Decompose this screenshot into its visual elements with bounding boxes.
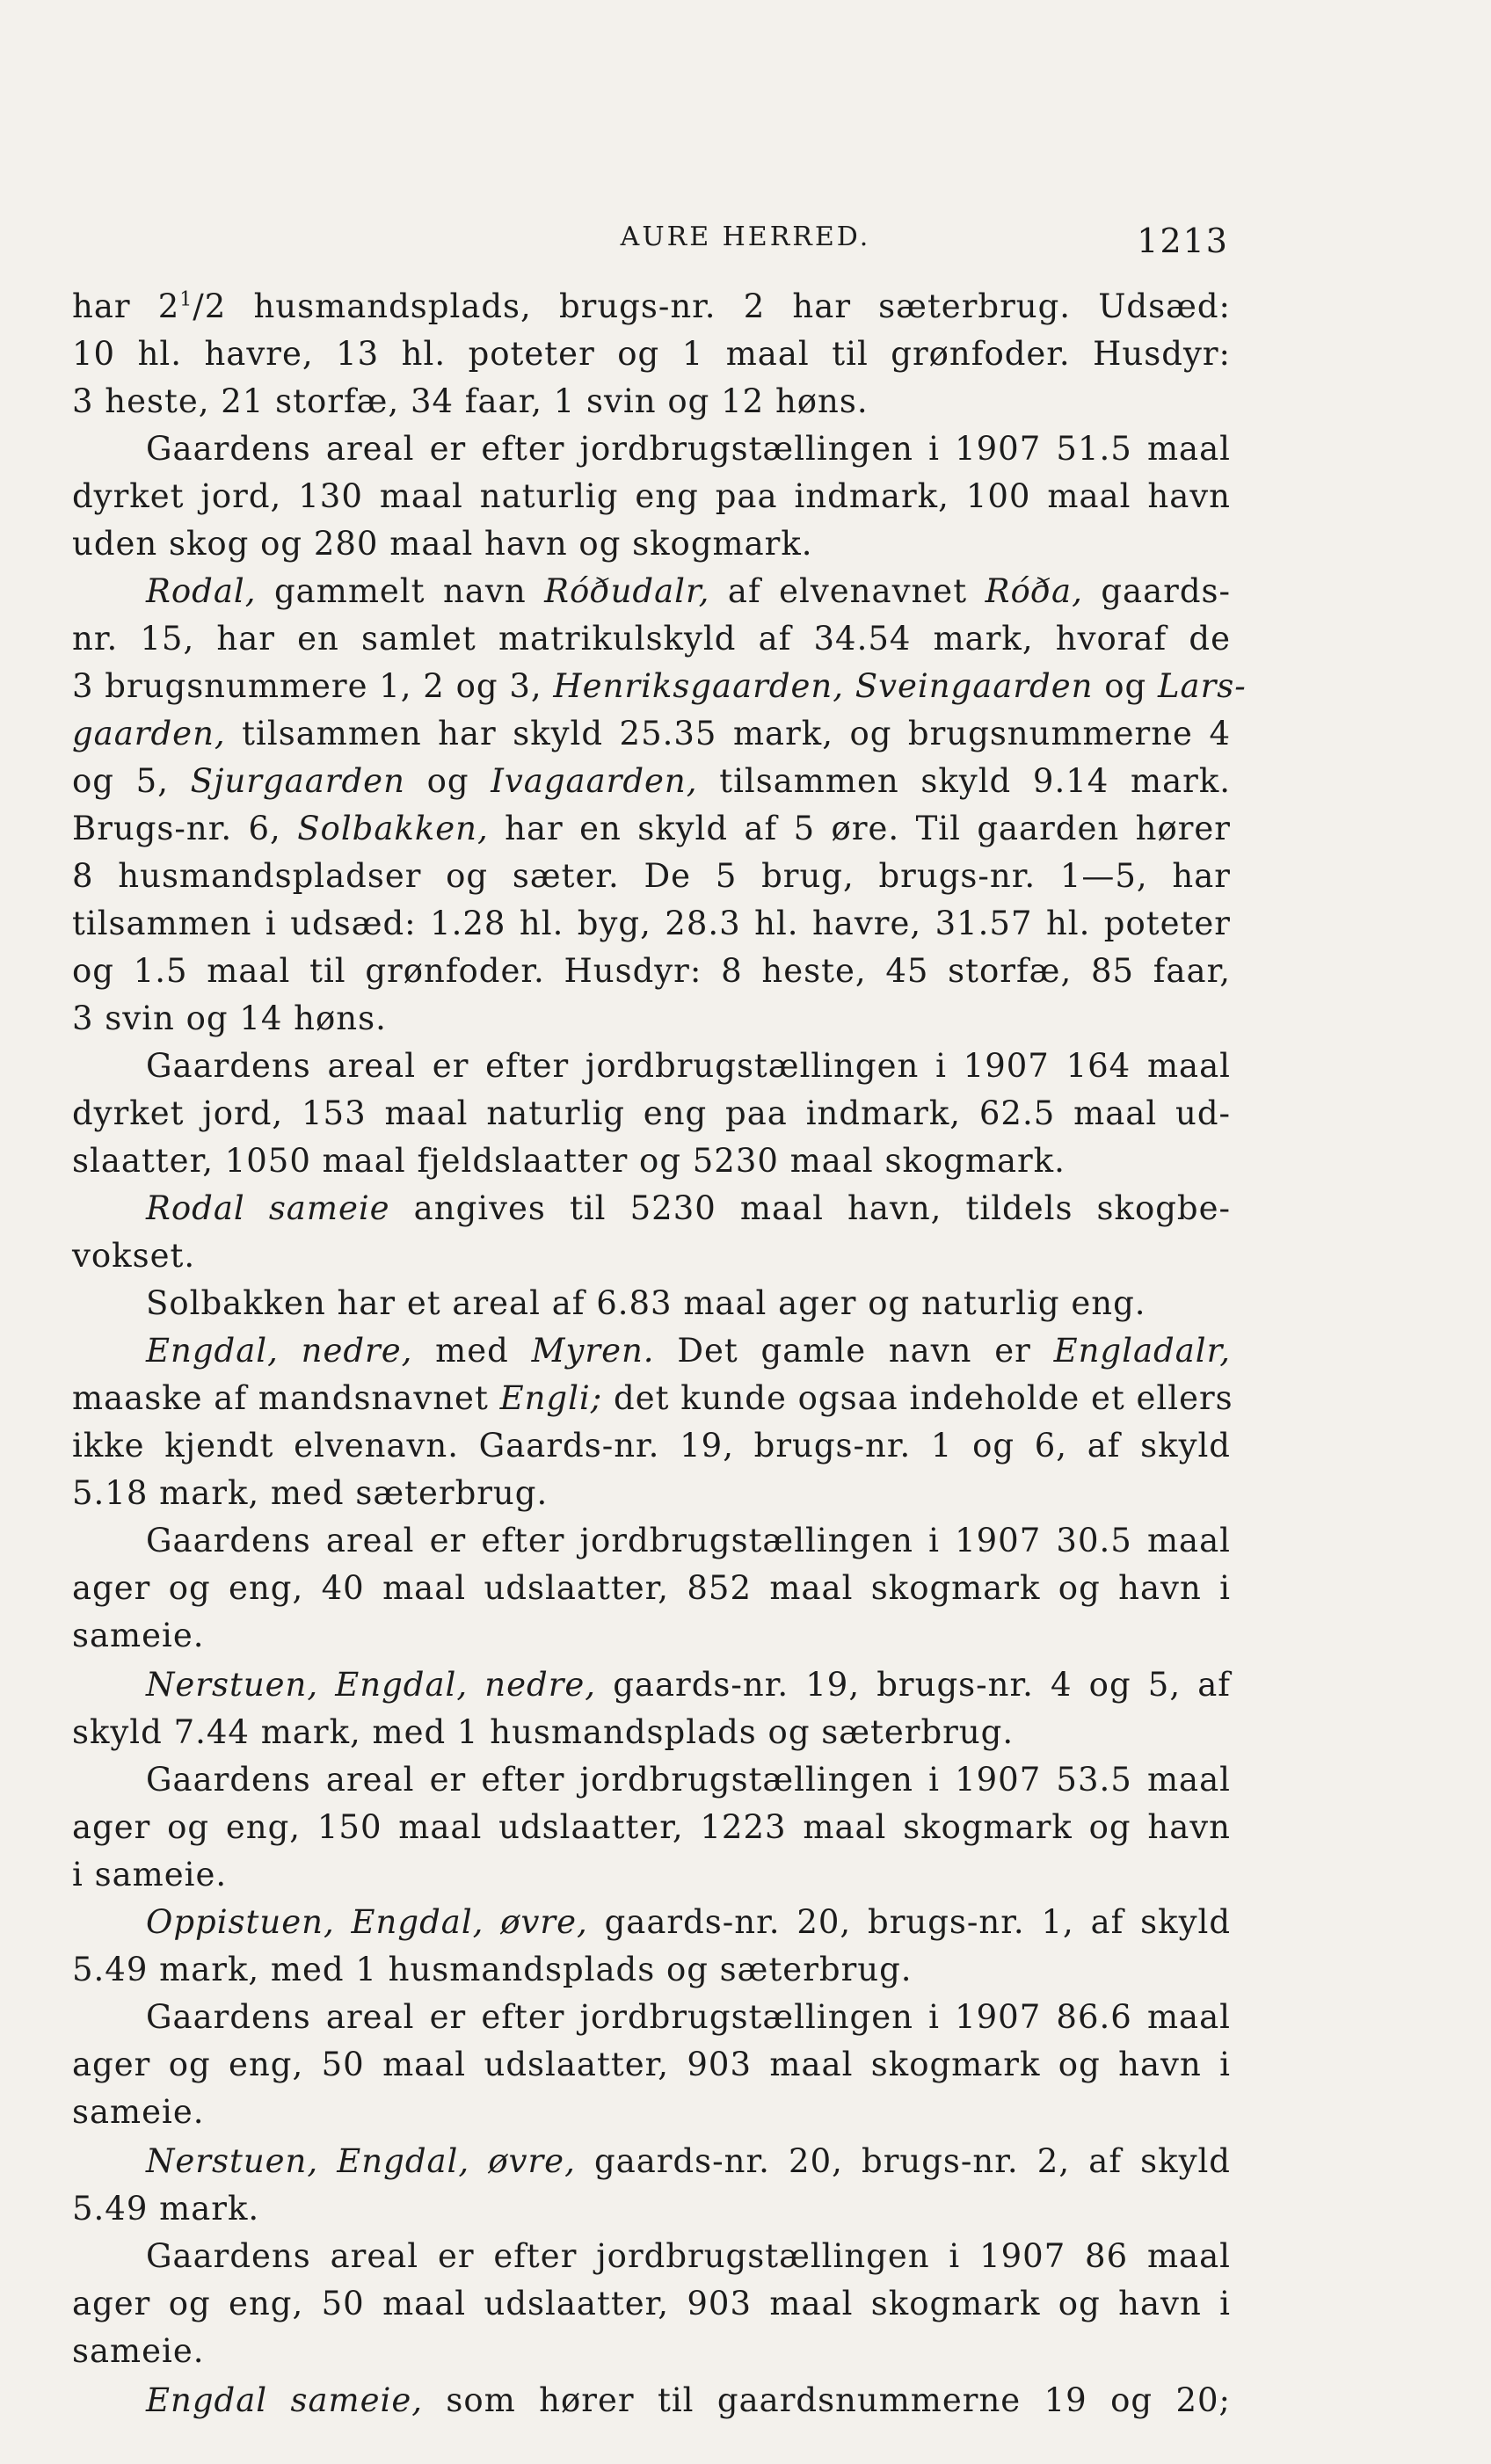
- italic-name: Lars-: [1157, 667, 1247, 705]
- text-span: angives til 5230 maal havn, tildels skogbe-: [389, 1189, 1232, 1227]
- italic-name: Engdal sameie,: [146, 2381, 424, 2419]
- text-span: slaatter, 1050 maal fjeldslaatter og 5230 maal skogmark.: [72, 1142, 1066, 1180]
- text-line: [72, 1851, 1231, 1899]
- text-line: [72, 1517, 1231, 1565]
- italic-name: gaarden,: [72, 715, 226, 752]
- text-span: Gaardens areal er efter jordbrugstællingen i 1907 51.5 maal: [146, 430, 1231, 468]
- text-span: ager og eng, 150 maal udslaatter, 1223 maal skogmark og havn: [72, 1808, 1231, 1846]
- text-span: har en skyld af 5 øre. Til gaarden hører: [488, 810, 1231, 847]
- italic-name: Engladalr,: [1053, 1332, 1231, 1370]
- text-line: [72, 663, 1247, 710]
- text-span: maaske af mandsnavnet: [72, 1379, 500, 1417]
- text-line: [72, 1138, 1231, 1185]
- page-number: 1213: [1137, 222, 1229, 260]
- text-line: [72, 1090, 1231, 1138]
- italic-name: Rodal sameie: [146, 1189, 390, 1227]
- text-span: har 2: [72, 287, 180, 325]
- text-line: [72, 615, 1231, 663]
- text-span: gaards-nr. 19, brugs-nr. 4 og 5, af: [596, 1666, 1231, 1704]
- text-line: [72, 1804, 1231, 1851]
- text-line: [72, 2185, 1231, 2233]
- text-span: sameie.: [72, 1617, 205, 1654]
- text-span: dyrket jord, 153 maal naturlig eng paa indmark, 62.5 maal ud-: [72, 1094, 1231, 1132]
- text-span: tilsammen har skyld 25.35 mark, og brugsnummerne 4: [225, 715, 1231, 752]
- text-span: /2 husmandsplads, brugs-nr. 2 har sæterbrug. Udsæd:: [193, 287, 1231, 325]
- text-span: Solbakken har et areal af 6.83 maal ager og naturlig eng.: [146, 1284, 1146, 1322]
- italic-name: Sjurgaarden: [190, 762, 405, 800]
- text-span: uden skog og 280 maal havn og skogmark.: [72, 525, 813, 563]
- text-span: sameie.: [72, 2332, 205, 2370]
- text-span: ager og eng, 40 maal udslaatter, 852 maal skogmark og havn i: [72, 1569, 1231, 1607]
- text-line: [72, 1756, 1231, 1804]
- text-line: [72, 1422, 1231, 1470]
- text-line: [72, 1709, 1231, 1756]
- text-span: det kunde ogsaa indeholde et ellers: [602, 1379, 1233, 1417]
- body-text: [72, 283, 1247, 2424]
- text-span: gaards-nr. 20, brugs-nr. 2, af skyld: [575, 2142, 1231, 2180]
- text-line: [72, 1612, 1231, 1660]
- text-span: tilsammen skyld 9.14 mark.: [697, 762, 1231, 800]
- text-span: skyld 7.44 mark, med 1 husmandsplads og sæterbrug.: [72, 1713, 1015, 1751]
- text-span: Gaardens areal er efter jordbrugstællingen i 1907 53.5 maal: [146, 1761, 1231, 1799]
- text-span: 5.49 mark.: [72, 2190, 260, 2228]
- text-line: [72, 1899, 1231, 1946]
- text-line: [72, 1280, 1231, 1327]
- text-line: [72, 2280, 1231, 2328]
- text-line: [72, 1994, 1231, 2041]
- text-line: [72, 331, 1231, 378]
- text-line: [72, 1232, 1231, 1280]
- italic-name: Myren.: [531, 1332, 655, 1370]
- text-line: [72, 2328, 1231, 2375]
- text-line: [72, 758, 1231, 805]
- text-span: 1: [179, 288, 193, 311]
- text-span: ager og eng, 50 maal udslaatter, 903 maal skogmark og havn i: [72, 2285, 1231, 2322]
- text-span: ager og eng, 50 maal udslaatter, 903 maal skogmark og havn i: [72, 2046, 1231, 2083]
- text-line: [72, 2089, 1231, 2136]
- text-span: gammelt navn: [256, 572, 545, 610]
- text-span: 5.49 mark, med 1 husmandsplads og sæterbrug.: [72, 1951, 913, 1988]
- text-line: [72, 853, 1231, 900]
- text-line: [72, 1470, 1231, 1517]
- text-line: [72, 805, 1231, 853]
- text-line: [72, 2138, 1231, 2185]
- text-span: ikke kjendt elvenavn. Gaards-nr. 19, brugs-nr. 1 og 6, af skyld: [72, 1427, 1231, 1465]
- text-span: dyrket jord, 130 maal naturlig eng paa indmark, 100 maal havn: [72, 477, 1231, 515]
- text-line: [72, 995, 1231, 1043]
- text-line: [72, 948, 1231, 995]
- italic-name: Róðudalr,: [544, 572, 710, 610]
- text-line: [72, 2377, 1231, 2424]
- text-line: [72, 520, 1231, 568]
- text-span: af elvenavnet: [709, 572, 986, 610]
- italic-name: Engdal, nedre,: [146, 1332, 413, 1370]
- text-span: og 5,: [72, 762, 191, 800]
- text-span: sameie.: [72, 2093, 205, 2131]
- text-span: og 1.5 maal til grønfoder. Husdyr: 8 heste, 45 storfæ, 85 faar,: [72, 952, 1231, 990]
- text-span: 8 husmandspladser og sæter. De 5 brug, brugs-nr. 1—5, har: [72, 857, 1231, 895]
- text-span: nr. 15, har en samlet matrikulskyld af 34.54 mark, hvoraf de: [72, 620, 1231, 658]
- text-line: [72, 568, 1231, 615]
- text-span: 3 heste, 21 storfæ, 34 faar, 1 svin og 12 høns.: [72, 382, 869, 420]
- text-line: [72, 473, 1231, 520]
- running-title: AURE HERRED.: [620, 222, 871, 252]
- text-span: i sameie.: [72, 1856, 228, 1893]
- text-line: [72, 1565, 1231, 1612]
- text-line: [72, 425, 1231, 473]
- text-line: [72, 1946, 1231, 1994]
- text-span: tilsammen i udsæd: 1.28 hl. byg, 28.3 hl. havre, 31.57 hl. poteter: [72, 905, 1231, 942]
- italic-name: Ivagaarden,: [491, 762, 698, 800]
- text-line: [72, 1327, 1231, 1375]
- text-span: vokset.: [72, 1237, 196, 1275]
- text-line: [72, 1375, 1231, 1422]
- text-span: 3 svin og 14 høns.: [72, 999, 387, 1037]
- text-line: [72, 900, 1231, 948]
- text-span: med: [412, 1332, 532, 1370]
- italic-name: Nerstuen, Engdal, øvre,: [146, 2142, 576, 2180]
- italic-name: Engli;: [499, 1379, 603, 1417]
- text-span: Gaardens areal er efter jordbrugstællingen i 1907 86.6 maal: [146, 1998, 1231, 2036]
- text-span: og: [404, 762, 491, 800]
- text-span: som hører til gaardsnummerne 19 og 20;: [423, 2381, 1231, 2419]
- text-line: [72, 378, 1231, 425]
- text-span: Gaardens areal er efter jordbrugstællingen i 1907 164 maal: [146, 1047, 1231, 1085]
- text-span: 5.18 mark, med sæterbrug.: [72, 1474, 549, 1512]
- text-span: gaards-: [1082, 572, 1232, 610]
- text-span: gaards-nr. 20, brugs-nr. 1, af skyld: [587, 1903, 1231, 1941]
- text-span: Gaardens areal er efter jordbrugstællingen i 1907 30.5 maal: [146, 1522, 1231, 1559]
- text-line: [72, 283, 1231, 331]
- text-line: [72, 1043, 1231, 1090]
- italic-name: Henriksgaarden, Sveingaarden: [553, 667, 1094, 705]
- text-span: 3 brugsnummere 1, 2 og 3,: [72, 667, 554, 705]
- italic-name: Solbakken,: [297, 810, 489, 847]
- text-span: og: [1093, 667, 1158, 705]
- text-line: [72, 1185, 1231, 1232]
- text-span: 10 hl. havre, 13 hl. poteter og 1 maal til grønfoder. Husdyr:: [72, 335, 1231, 373]
- text-line: [72, 2233, 1231, 2280]
- text-line: [72, 710, 1231, 758]
- text-line: [72, 1661, 1231, 1709]
- italic-name: Oppistuen, Engdal, øvre,: [146, 1903, 588, 1941]
- text-line: [72, 2041, 1231, 2089]
- text-span: Brugs-nr. 6,: [72, 810, 298, 847]
- italic-name: Rodal,: [146, 572, 257, 610]
- text-span: Det gamle navn er: [654, 1332, 1054, 1370]
- italic-name: Róða,: [985, 572, 1083, 610]
- text-span: Gaardens areal er efter jordbrugstællingen i 1907 86 maal: [146, 2237, 1231, 2275]
- italic-name: Nerstuen, Engdal, nedre,: [146, 1666, 597, 1704]
